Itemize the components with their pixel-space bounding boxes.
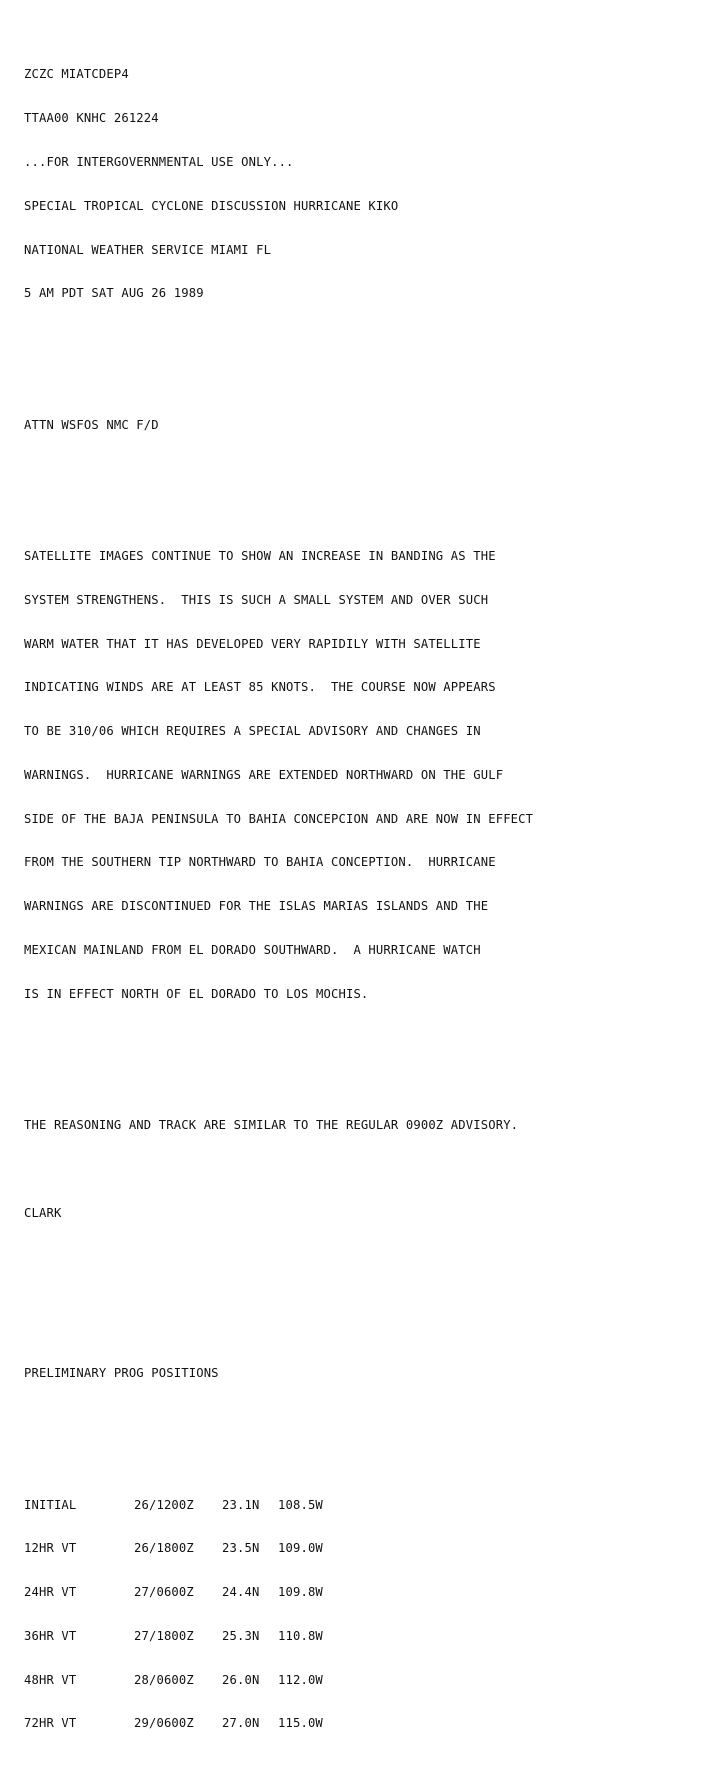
spacer bbox=[24, 1308, 704, 1323]
discussion-line: SYSTEM STRENGTHENS. THIS IS SUCH A SMALL SYSTEM AND OVER SUCH bbox=[24, 592, 489, 607]
spacer bbox=[24, 1074, 704, 1089]
discussion-line: SIDE OF THE BAJA PENINSULA TO BAHIA CONCEPCION AND ARE NOW IN EFFECT bbox=[24, 811, 534, 826]
spacer bbox=[24, 1410, 704, 1425]
prog-label: INITIAL bbox=[24, 1497, 77, 1512]
prog-label: 72HR VT bbox=[24, 1716, 77, 1731]
prog-row bbox=[24, 1716, 704, 1731]
prog-latitude: 24.4N bbox=[222, 1585, 260, 1600]
prog-time: 27/1800Z bbox=[134, 1628, 194, 1643]
discussion-line: WARNINGS. HURRICANE WARNINGS ARE EXTENDED NORTHWARD ON THE GULF bbox=[24, 767, 504, 782]
prog-longitude: 109.8W bbox=[278, 1585, 323, 1600]
prog-latitude: 23.5N bbox=[222, 1541, 260, 1556]
prog-longitude: 115.0W bbox=[278, 1716, 323, 1731]
prog-latitude: 27.0N bbox=[222, 1716, 260, 1731]
reasoning-line: THE REASONING AND TRACK ARE SIMILAR TO THE REGULAR 0900Z ADVISORY. bbox=[24, 1118, 519, 1133]
prog-latitude: 26.0N bbox=[222, 1672, 260, 1687]
prog-latitude: 25.3N bbox=[222, 1628, 260, 1643]
discussion-line: TO BE 310/06 WHICH REQUIRES A SPECIAL ADVISORY AND CHANGES IN bbox=[24, 724, 481, 739]
prog-row bbox=[24, 1585, 704, 1600]
prog-row bbox=[24, 1541, 704, 1556]
spacer bbox=[24, 374, 704, 389]
prog-longitude: 112.0W bbox=[278, 1672, 323, 1687]
attention-line: ATTN WSFOS NMC F/D bbox=[24, 417, 159, 432]
document-title: SPECIAL TROPICAL CYCLONE DISCUSSION HURRICANE KIKO bbox=[24, 198, 399, 213]
prog-positions-table bbox=[24, 1468, 704, 1760]
header-line: TTAA00 KNHC 261224 bbox=[24, 111, 159, 126]
header-line: ZCZC MIATCDEP4 bbox=[24, 67, 129, 82]
prog-label: 12HR VT bbox=[24, 1541, 77, 1556]
discussion-line: MEXICAN MAINLAND FROM EL DORADO SOUTHWARD. A HURRICANE WATCH bbox=[24, 943, 481, 957]
discussion-line: SATELLITE IMAGES CONTINUE TO SHOW AN INCREASE IN BANDING AS THE bbox=[24, 548, 496, 563]
prog-positions-title: PRELIMINARY PROG POSITIONS bbox=[24, 1366, 219, 1381]
prog-longitude: 109.0W bbox=[278, 1541, 323, 1556]
prog-row bbox=[24, 1673, 704, 1688]
spacer bbox=[24, 461, 704, 476]
prog-time: 27/0600Z bbox=[134, 1585, 194, 1600]
discussion-line: WARNINGS ARE DISCONTINUED FOR THE ISLAS MARIAS ISLANDS AND THE bbox=[24, 899, 489, 914]
prog-longitude: 108.5W bbox=[278, 1497, 323, 1512]
discussion-line: INDICATING WINDS ARE AT LEAST 85 KNOTS. THE COURSE NOW APPEARS bbox=[24, 680, 496, 695]
prog-label: 36HR VT bbox=[24, 1628, 77, 1643]
advisory-document bbox=[24, 9, 704, 1775]
header-line: ...FOR INTERGOVERNMENTAL USE ONLY... bbox=[24, 154, 294, 169]
discussion-line: FROM THE SOUTHERN TIP NORTHWARD TO BAHIA CONCEPTION. HURRICANE bbox=[24, 855, 496, 870]
issuing-office: NATIONAL WEATHER SERVICE MIAMI FL bbox=[24, 242, 272, 257]
prog-time: 29/0600Z bbox=[134, 1716, 194, 1731]
discussion-paragraph bbox=[24, 520, 704, 1031]
prog-latitude: 23.1N bbox=[222, 1497, 260, 1512]
prog-row bbox=[24, 1498, 704, 1513]
issue-time: 5 AM PDT SAT AUG 26 1989 bbox=[24, 286, 204, 301]
prog-label: 48HR VT bbox=[24, 1672, 77, 1687]
discussion-line: IS IN EFFECT NORTH OF EL DORADO TO LOS MOCHIS. bbox=[24, 986, 369, 1001]
discussion-line: WARM WATER THAT IT HAS DEVELOPED VERY RAPIDILY WITH SATELLITE bbox=[24, 636, 481, 651]
spacer bbox=[24, 1249, 704, 1278]
prog-time: 28/0600Z bbox=[134, 1672, 194, 1687]
prog-longitude: 110.8W bbox=[278, 1628, 323, 1643]
prog-time: 26/1200Z bbox=[134, 1497, 194, 1512]
header-block bbox=[24, 38, 704, 330]
spacer bbox=[24, 1162, 704, 1177]
forecaster-signature: CLARK bbox=[24, 1205, 62, 1220]
prog-row bbox=[24, 1629, 704, 1644]
prog-time: 26/1800Z bbox=[134, 1541, 194, 1556]
prog-label: 24HR VT bbox=[24, 1585, 77, 1600]
